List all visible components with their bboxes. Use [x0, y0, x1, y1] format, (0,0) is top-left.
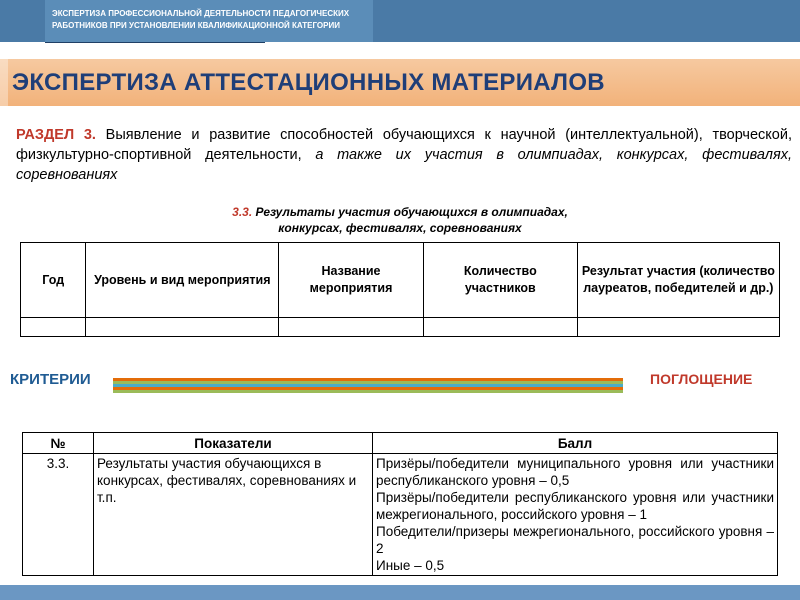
title-accent [0, 59, 8, 106]
header-line-1: ЭКСПЕРТИЗА ПРОФЕССИОНАЛЬНОЙ ДЕЯТЕЛЬНОСТИ ПЕДАГОГИЧЕСКИХ [52, 9, 350, 18]
empty-cell [279, 318, 424, 337]
subsection-caption [0, 204, 800, 236]
results-header-level: Уровень и вид мероприятия [86, 243, 279, 318]
results-empty-row [21, 318, 780, 337]
subsection-title-line-1: Результаты участия обучающихся в олимпиадах, [252, 205, 568, 219]
absorption-label: ПОГЛОЩЕНИЕ [650, 371, 753, 387]
section-label: РАЗДЕЛ 3. [16, 127, 96, 143]
criteria-row-indicator: Результаты участия обучающихся в конкурсах, фестивалях, соревнованиях и т.п. [94, 454, 373, 576]
criteria-header-number: № [23, 433, 94, 454]
criteria-row-scores [373, 454, 778, 576]
page-title: ЭКСПЕРТИЗА АТТЕСТАЦИОННЫХ МАТЕРИАЛОВ [12, 69, 605, 96]
section-text-italic: а также их участия в олимпиадах, конкурсах, фестивалях, соревнованиях [16, 147, 793, 183]
empty-cell [577, 318, 779, 337]
footer-bar [0, 585, 800, 600]
results-header-result: Результат участия (количество лауреатов, победителей и др.) [577, 243, 779, 318]
criteria-row-number: 3.3. [23, 454, 94, 576]
results-header-row [21, 243, 780, 318]
score-item: Иные – 0,5 [376, 558, 445, 573]
criteria-label: КРИТЕРИИ [10, 371, 91, 388]
score-item: Победители/призеры межрегионального, российского уровня – 2 [376, 524, 774, 556]
results-header-year: Год [21, 243, 86, 318]
results-header-name: Название мероприятия [279, 243, 424, 318]
header-caption [52, 8, 372, 32]
subsection-title-line-2: конкурсах, фестивалях, соревнованиях [278, 221, 522, 235]
empty-cell [423, 318, 577, 337]
results-header-count: Количество участников [423, 243, 577, 318]
header-line-2: РАБОТНИКОВ ПРИ УСТАНОВЛЕНИИ КВАЛИФИКАЦИОННОЙ КАТЕГОРИИ [52, 21, 340, 30]
empty-cell [21, 318, 86, 337]
score-item: Призёры/победители муниципального уровня или участники республиканского уровня – 0,5 [376, 456, 774, 488]
criteria-table [22, 432, 778, 576]
criteria-header-row [23, 433, 778, 454]
empty-cell [86, 318, 279, 337]
subsection-number: 3.3. [232, 205, 253, 219]
criteria-header-indicators: Показатели [94, 433, 373, 454]
header-underline [45, 42, 265, 43]
section-text: Выявление и развитие способностей обучающихся к научной (интеллектуальной), творческой, физкультурно-спортивной деятельности, [16, 127, 793, 163]
results-table [20, 242, 780, 337]
section-description [16, 125, 792, 185]
decor-stripe [113, 390, 623, 393]
criteria-header-score: Балл [373, 433, 778, 454]
criteria-row [23, 454, 778, 576]
score-item: Призёры/победители республиканского уровня или участники межрегионального, российского уровня – 1 [376, 490, 774, 522]
